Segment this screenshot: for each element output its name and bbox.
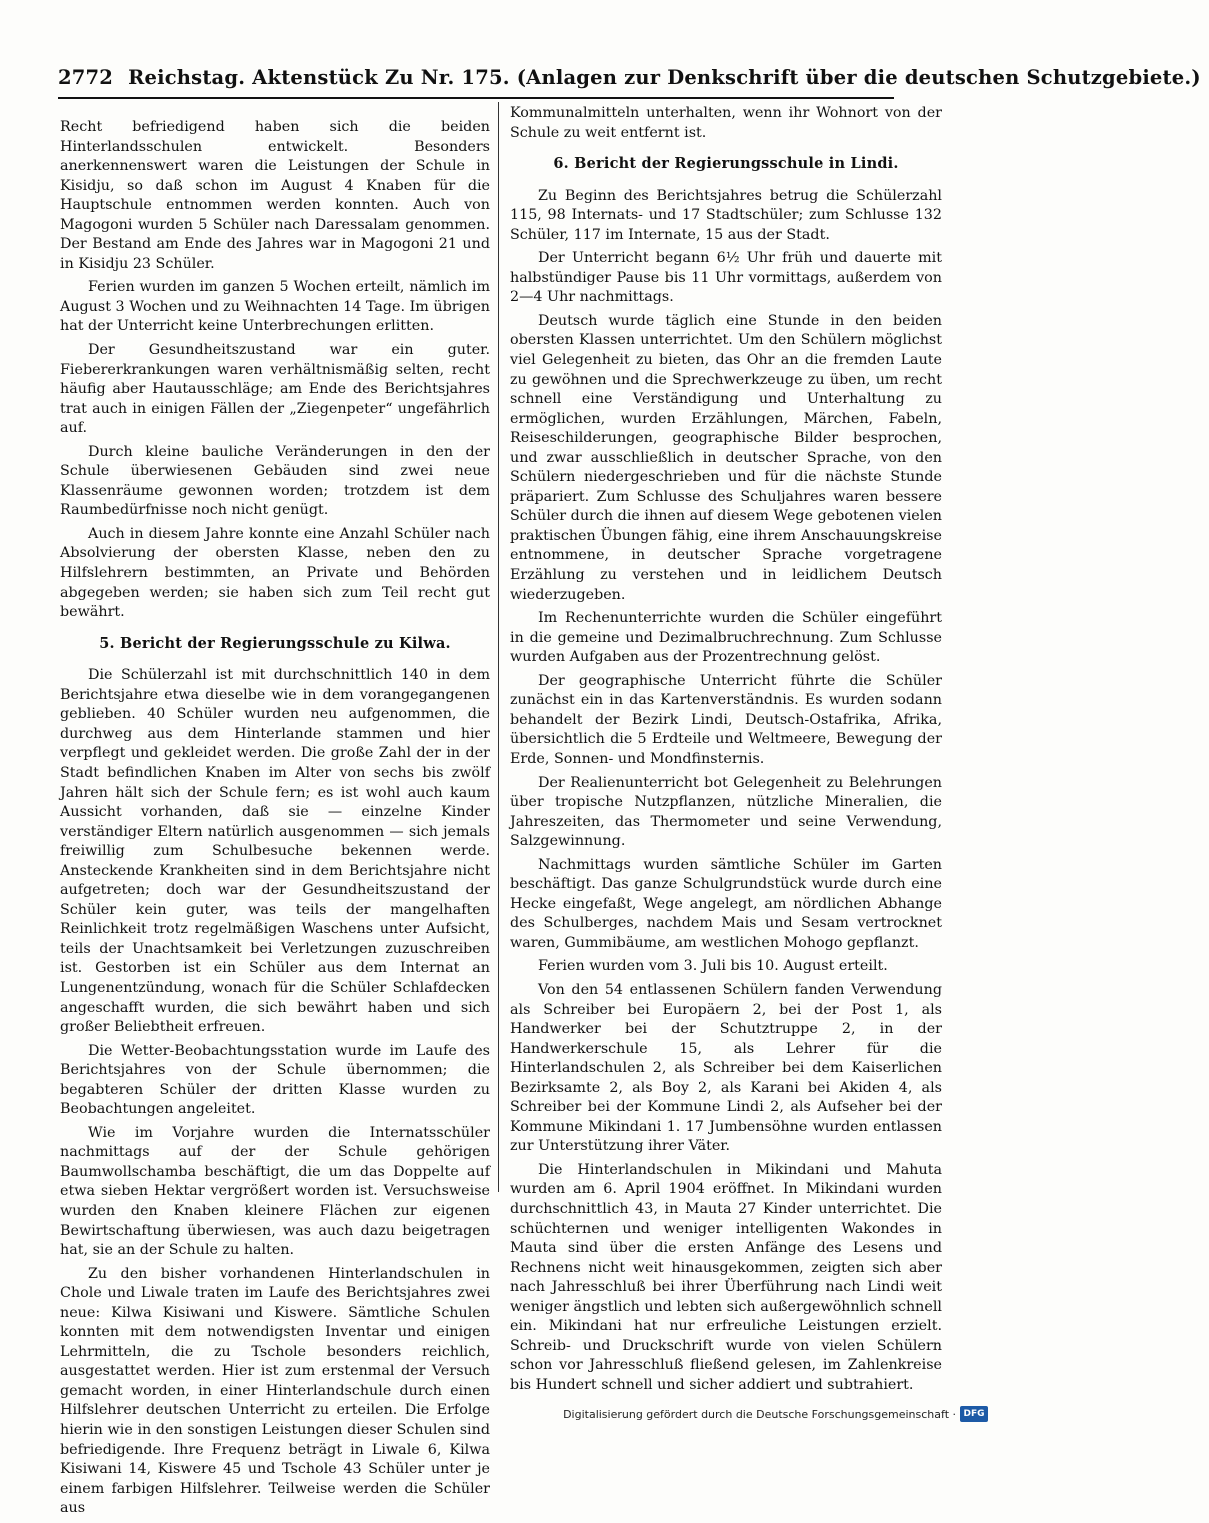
paragraph: Ferien wurden im ganzen 5 Wochen erteilt, nämlich im August 3 Wochen und zu Weihnachten 14 Tage. Im übrigen hat der Unterricht keine Unterbrechungen erlitten. [60,279,490,335]
paragraph: Kommunalmitteln unterhalten, wenn ihr Wohnort von der Schule zu weit entfernt ist. [510,105,942,141]
paragraph: Von den 54 entlassenen Schülern fanden Verwendung als Schreiber bei Europäern 2, bei der Post 1, als Handwerker bei der Schutztruppe 2, in der Handwerkerschule 15, als Lehrer für die Hinterlandschulen 2, als Schreiber bei dem Kaiserlichen Bezirksamte 2, als Boy 2, als Karani bei Akiden 4, als Schreiber bei der Kommune Lindi 2, als Aufseher bei der Kommune Mikindani 1. 17 Jumbensöhne wurden entlassen zur Unterstützung ihrer Väter. [510,981,942,1155]
paragraph: Auch in diesem Jahre konnte eine Anzahl Schüler nach Absolvierung der obersten Klasse, neben den zu Hilfslehrern bestimmten, an Private und Behörden abgegeben werden; sie haben sich zum Teil recht gut bewährt. [60,525,490,621]
paragraph: Die Hinterlandschulen in Mikindani und Mahuta wurden am 6. April 1904 eröffnet. In Mikindani wurden durchschnittlich 43, in Mauta 27 Kinder unterrichtet. Die schüchternen und weniger intelligenten Wakondes in Mauta sind über die ersten Anfänge des Lesens und Rechnens nicht weit hinausgekommen, zeigten sich aber nach Jahresschluß bei ihrer Überführung nach Lindi weit weniger ängstlich und lebten sich außergewöhnlich schnell ein. Mikindani hat nur erfreuliche Leistungen erzielt. Schreib- und Druckschrift wurde von vielen Schülern schon vor Jahresschluß fließend gelesen, im Zahlenkreise bis Hundert schnell und sicher addiert und subtrahiert. [510,1161,942,1393]
paragraph: Der Gesundheitszustand war ein guter. Fiebererkrankungen waren verhältnismäßig selten, recht häufig aber Hautausschläge; am Ende des Berichtsjahres trat auch in einigen Fällen der „Ziegenpeter“ ungefährlich auf. [60,342,490,437]
header-rule [58,97,894,99]
footer-credit: Digitalisierung gefördert durch die Deutsche Forschungsgemeinschaft · [563,1407,956,1421]
paragraph: Ferien wurden vom 3. Juli bis 10. August erteilt. [538,958,888,975]
paragraph: Recht befriedigend haben sich die beiden Hinterlandsschulen entwickelt. Besonders anerkennenswert waren die Leistungen der Schule in Kisidju, so daß schon im August 4 Knaben für die Hauptschule entnommen werden konnten. Auch von Magogoni wurden 5 Schüler nach Daressalam genommen. Der Bestand am Ende des Jahres war in Magogoni 21 und in Kisidju 23 Schüler. [60,119,490,272]
paragraph: Nachmittags wurden sämtliche Schüler im Garten beschäftigt. Das ganze Schulgrundstück wurde durch eine Hecke eingefaßt, Wege angelegt, am nördlichen Abhange des Schulberges, nachdem Mais und Sesam vertrocknet waren, Gummibäume, am westlichen Mohogo gepflanzt. [510,856,942,951]
page-number: 2772 [58,66,114,89]
running-title: Reichstag. Aktenstück Zu Nr. 175. (Anlagen zur Denkschrift über die deutschen Schutzgebiete.) [128,66,1201,89]
right-column [510,104,942,1399]
left-column [60,118,490,1523]
section-heading-kilwa: 5. Bericht der Regierungsschule zu Kilwa. [99,634,451,652]
paragraph: Der Realienunterricht bot Gelegenheit zu Belehrungen über tropische Nutzpflanzen, nützliche Mineralien, die Jahreszeiten, das Thermometer und seine Verwendung, Salzgewinnung. [510,774,942,850]
paragraph: Durch kleine bauliche Veränderungen in den der Schule überwiesenen Gebäuden sind zwei neue Klassenräume gewonnen worden; trotzdem ist dem Raumbedürfnisse noch nicht genügt. [60,443,490,519]
paragraph: Im Rechenunterrichte wurden die Schüler eingeführt in die gemeine und Dezimalbruchrechnung. Zum Schlusse wurden Aufgaben aus der Prozentrechnung gelöst. [510,610,942,666]
page-header [58,66,1201,89]
paragraph: Die Wetter-Beobachtungsstation wurde im Laufe des Berichtsjahres von der Schule übernommen; die begabteren Schüler der dritten Klasse wurden zu Beobachtungen angeleitet. [60,1042,490,1118]
digitization-footer [563,1406,988,1422]
paragraph: Der Unterricht begann 6½ Uhr früh und dauerte mit halbstündiger Pause bis 11 Uhr vormittags, außerdem von 2—4 Uhr nachmittags. [510,250,942,306]
paragraph: Der geographische Unterricht führte die Schüler zunächst ein in das Kartenverständnis. Es wurden sodann behandelt der Bezirk Lindi, Deutsch-Ostafrika, Afrika, übersichtlich die 5 Erdteile und Weltmeere, Bewegung der Erde, Sonnen- und Mondfinsternis. [510,672,942,767]
paragraph: Zu Beginn des Berichtsjahres betrug die Schülerzahl 115, 98 Internats- und 17 Stadtschüler; zum Schlusse 132 Schüler, 117 im Internate, 15 aus der Stadt. [510,187,942,243]
section-heading-lindi: 6. Bericht der Regierungsschule in Lindi. [553,155,899,173]
paragraph: Deutsch wurde täglich eine Stunde in den beiden obersten Klassen unterrichtet. Um den Schülern möglichst viel Gelegenheit zu bieten, das Ohr an die fremden Laute zu gewöhnen und die Sprechwerkzeuge zu üben, um recht schnell eine Verständigung und Unterhaltung zu ermöglichen, wurden Erzählungen, Märchen, Fabeln, Reiseschilderungen, geographische Bilder besprochen, und zwar ausschließlich in deutscher Sprache, von den Schülern niedergeschrieben und für die nächste Stunde präpariert. Zum Schlusse des Schuljahres waren bessere Schüler durch die ihnen auf diesem Wege gebotenen vielen praktischen Übungen fähig, eine ihrem Anschauungskreise entnommene, in deutscher Sprache vorgetragene Erzählung zu verstehen und in leidlichem Deutsch wiederzugeben. [510,312,942,603]
paragraph: Die Schülerzahl ist mit durchschnittlich 140 in dem Berichtsjahre etwa dieselbe wie in dem vorangegangenen geblieben. 40 Schüler wurden neu aufgenommen, die durchweg aus dem Hinterlande stammen und hier verpflegt und gekleidet werden. Die große Zahl der in der Stadt befindlichen Knaben im Alter von sechs bis zwölf Jahren hält sich der Schule fern; es ist wohl auch kaum Aussicht vorhanden, daß sie — einzelne Kinder verständiger Eltern natürlich ausgenommen — sich jemals freiwillig zum Schulbesuche bekennen werde. Ansteckende Krankheiten sind in dem Berichtsjahre nicht aufgetreten; doch war der Gesundheitszustand der Schüler kein guter, was teils der mangelhaften Reinlichkeit trotz regelmäßigen Waschens unter Aufsicht, teils der Unachtsamkeit bei Verletzungen zuzuschreiben ist. Gestorben ist ein Schüler aus dem Internat an Lungenentzündung, wonach für die Schüler Schlafdecken angeschafft wurden, die sich bewährt haben und sich großer Beliebtheit erfreuen. [60,667,490,1036]
column-divider [498,102,499,1192]
paragraph: Zu den bisher vorhandenen Hinterlandschulen in Chole und Liwale traten im Laufe des Berichtsjahres zwei neue: Kilwa Kisiwani und Kiswere. Sämtliche Schulen konnten mit dem notwendigsten Inventar und einigen Lehrmitteln, die zu Tschole besonders reichlich, ausgestattet werden. Hier ist zum erstenmal der Versuch gemacht worden, in einer Hinterlandschule durch einen Hilfslehrer deutschen Unterricht zu erteilen. Die Erfolge hierin wie in den sonstigen Leistungen dieser Schulen sind befriedigende. Ihre Frequenz beträgt in Liwale 6, Kilwa Kisiwani 14, Kiswere 45 und Tschole 43 Schüler unter je einem farbigen Hilfslehrer. Teilweise werden die Schüler aus [60,1265,490,1517]
dfg-logo-icon: DFG [960,1406,988,1422]
paragraph: Wie im Vorjahre wurden die Internatsschüler nachmittags auf der der Schule gehörigen Baumwollschamba beschäftigt, die um das Doppelte auf etwa sieben Hektar vergrößert worden ist. Versuchsweise wurden den Knaben kleinere Flächen zur eigenen Bewirtschaftung überwiesen, was auch dazu beigetragen hat, sie an der Schule zu halten. [60,1124,490,1259]
